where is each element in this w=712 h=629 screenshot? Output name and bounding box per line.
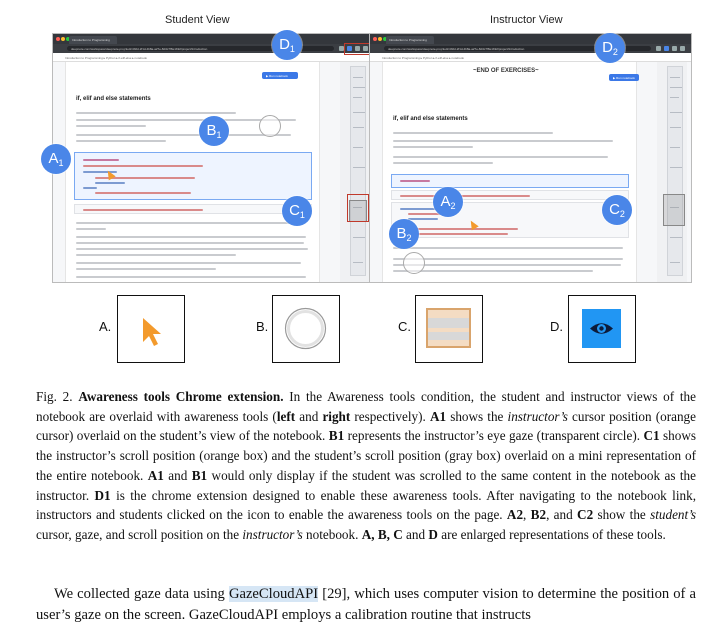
- caption-bold: D1: [94, 487, 111, 503]
- caption-text: cursor, gaze, and scroll position on the: [36, 526, 243, 542]
- figure-caption: [36, 387, 696, 545]
- cursor-icon: [118, 296, 183, 361]
- extension-highlight-box: [344, 43, 370, 55]
- browser-tabbar: [53, 34, 374, 44]
- body-text: We collected gaze data using: [54, 586, 229, 602]
- caption-italic: instructor’s: [507, 408, 568, 424]
- caption-bold: B1: [191, 467, 208, 483]
- caption-bold: A2: [506, 507, 524, 523]
- notebook-breadcrumb: Introduction to Programming ▸ Python ▸ if-elif-else ▸ notebook: [53, 53, 374, 62]
- run-notebook-button: ▶ Run notebook: [609, 74, 639, 81]
- browser-tab: Introduction to Programming: [69, 36, 117, 44]
- marker-c2: $C_2$: [602, 195, 632, 225]
- address-bar: [370, 44, 691, 53]
- caption-title: Awareness tools Chrome extension.: [78, 389, 284, 404]
- caption-text: show the: [593, 507, 651, 523]
- student-gaze-overlay: [403, 252, 425, 274]
- caption-bold: D: [428, 526, 438, 542]
- awareness-extension-icon: [664, 46, 669, 51]
- caption-text: and: [295, 408, 323, 424]
- code-cell: [391, 190, 629, 200]
- marker-d2: $D_2$: [595, 33, 625, 63]
- extension-icon: [672, 46, 677, 51]
- panel-d-label: D.: [550, 319, 563, 334]
- panel-a-label: A.: [99, 319, 112, 334]
- extension-icon: [656, 46, 661, 51]
- student-notebook: [65, 62, 320, 283]
- caption-bold: C1: [643, 428, 660, 444]
- caption-bold: left: [276, 408, 296, 424]
- instructor-view-title: Instructor View: [490, 14, 563, 26]
- caption-text: would only display if the student was scrolled to the same content in the notebook as the instructor.: [36, 467, 696, 503]
- student-view-title: Student View: [165, 14, 230, 26]
- code-cell: [391, 202, 629, 238]
- mini-notebook-map: [667, 66, 683, 276]
- caption-text: respectively).: [350, 408, 430, 424]
- marker-b2: $B_2$: [389, 219, 419, 249]
- caption-bold: A1: [429, 408, 447, 424]
- panel-a-cursor: [117, 295, 185, 363]
- run-notebook-button: ▶ Run notebook: [262, 72, 298, 79]
- browser-tabbar: [370, 34, 691, 44]
- instructor-gaze-overlay: [259, 115, 281, 137]
- marker-c1: $C_1$: [282, 196, 312, 226]
- caption-bold: A, B, C: [361, 526, 403, 542]
- address-field: deepnote.com/workspace/deepnote-proj-9e3c4b6d-2f1d-4b8a-a27e-8d4c7f8e1b92/project/Introduction: [384, 46, 651, 51]
- gaze-circle-icon: [273, 296, 338, 361]
- marker-b1: $B_1$: [199, 116, 229, 146]
- notebook-heading: if, elif and else statements: [393, 116, 468, 122]
- body-text: [29], which uses computer vision to determine the position of a user’s gaze on the screen. GazeCloudAPI employs a calibration routine that instructs: [36, 586, 697, 623]
- panel-b-label: B.: [256, 319, 269, 334]
- panel-c-label: C.: [398, 319, 411, 334]
- scroll-box-icon: [416, 296, 481, 361]
- caption-text: In the Awareness tools condition, the student and instructor views of the notebook are overlaid with awareness tools (: [36, 389, 697, 424]
- caption-text: cursor position (orange cursor) overlaid on the student’s view of the notebook.: [36, 408, 696, 444]
- notebook-heading: if, elif and else statements: [76, 96, 151, 102]
- browser-tab: Introduction to Programming: [386, 36, 434, 44]
- caption-text: notebook.: [302, 526, 362, 542]
- caption-text: and: [163, 467, 192, 483]
- caption-bold: B1: [328, 428, 345, 444]
- code-cell: [74, 204, 312, 214]
- caption-italic: student’s: [650, 507, 697, 523]
- caption-text: , and: [546, 507, 578, 523]
- caption-figure-number: Fig. 2.: [36, 389, 73, 404]
- notebook-breadcrumb: Introduction to Programming ▸ Python ▸ if-elif-else ▸ notebook: [370, 53, 691, 62]
- marker-a2: $A_2$: [433, 187, 463, 217]
- address-field: deepnote.com/workspace/deepnote-proj-9e3c4b6d-2f1d-4b8a-a27e-8d4c7f8e1b92/project/Introduction: [67, 46, 334, 51]
- panel-c-scroll: [415, 295, 483, 363]
- caption-text: ,: [523, 507, 531, 523]
- instructor-browser-screenshot: [369, 33, 692, 283]
- panel-d-extension: [568, 295, 636, 363]
- caption-text: shows the: [446, 408, 508, 424]
- highlighted-term: GazeCloudAPI: [228, 586, 319, 602]
- caption-italic: instructor’s: [242, 526, 303, 542]
- extension-icon: [680, 46, 685, 51]
- scroll-position-box: [663, 194, 685, 226]
- caption-text: shows the instructor’s scroll position (orange box) and the student’s scroll position (gray box) overlaid on a mini representation of the entire notebook.: [36, 428, 696, 483]
- mini-notebook-map: [350, 66, 366, 276]
- caption-bold: C2: [577, 507, 594, 523]
- caption-text: is the chrome extension designed to enable these awareness tools. After navigating to the notebook link, instructors and students clicked on the icon to enable the awareness tools on the page.: [36, 487, 696, 523]
- end-of-exercises-label: ~END OF EXERCISES~: [473, 68, 539, 74]
- student-browser-screenshot: [52, 33, 375, 283]
- caption-bold: right: [322, 408, 351, 424]
- code-cell: [391, 174, 629, 188]
- marker-d1: $D_1$: [272, 30, 302, 60]
- caption-text: and: [402, 526, 429, 542]
- panel-b-gaze: [272, 295, 340, 363]
- address-bar: [53, 44, 374, 53]
- instructor-notebook: [382, 62, 637, 283]
- eye-icon: [569, 296, 634, 361]
- caption-bold: A1: [147, 467, 164, 483]
- caption-text: are enlarged representations of these tools.: [437, 526, 666, 542]
- instructor-scroll-box: [347, 194, 369, 222]
- body-paragraph: [36, 584, 696, 626]
- marker-a1: $A_1$: [41, 144, 71, 174]
- caption-bold: B2: [530, 507, 547, 523]
- caption-text: represents the instructor’s eye gaze (transparent circle).: [344, 428, 644, 444]
